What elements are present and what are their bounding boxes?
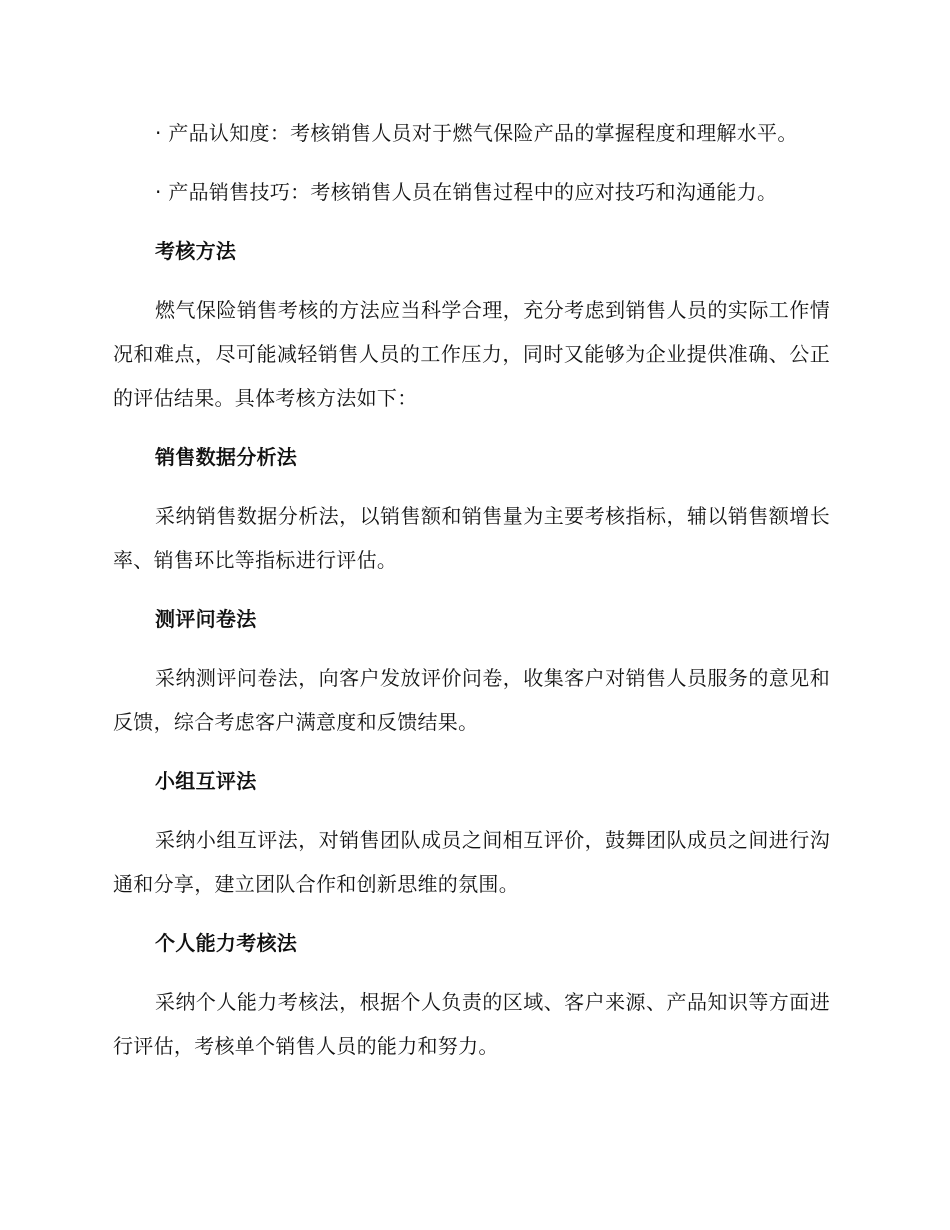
paragraph-peer-review: 采纳小组互评法，对销售团队成员之间相互评价，鼓舞团队成员之间进行沟通和分享，建立团队合作和创新思维的氛围。 [113,828,830,896]
heading-sales-data-analysis: 销售数据分析法 [155,445,298,469]
heading-personal-ability: 个人能力考核法 [155,931,298,955]
paragraph-survey-method: 采纳测评问卷法，向客户发放评价问卷，收集客户对销售人员服务的意见和反馈，综合考虑客户满意度和反馈结果。 [113,666,830,734]
bullet-sales-skills: · 产品销售技巧：考核销售人员在销售过程中的应对技巧和沟通能力。 [155,180,778,204]
bullet-product-awareness: · 产品认知度：考核销售人员对于燃气保险产品的掌握程度和理解水平。 [155,121,798,145]
paragraph-assessment-method: 燃气保险销售考核的方法应当科学合理，充分考虑到销售人员的实际工作情况和难点，尽可能减轻销售人员的工作压力，同时又能够为企业提供准确、公正的评估结果。具体考核方法如下： [113,298,830,410]
heading-survey-method: 测评问卷法 [155,607,257,631]
heading-assessment-method: 考核方法 [155,239,237,263]
heading-peer-review: 小组互评法 [155,769,257,793]
paragraph-personal-ability: 采纳个人能力考核法，根据个人负责的区域、客户来源、产品知识等方面进行评估，考核单个销售人员的能力和努力。 [113,990,830,1058]
paragraph-sales-data-analysis: 采纳销售数据分析法，以销售额和销售量为主要考核指标，辅以销售额增长率、销售环比等指标进行评估。 [113,504,830,572]
